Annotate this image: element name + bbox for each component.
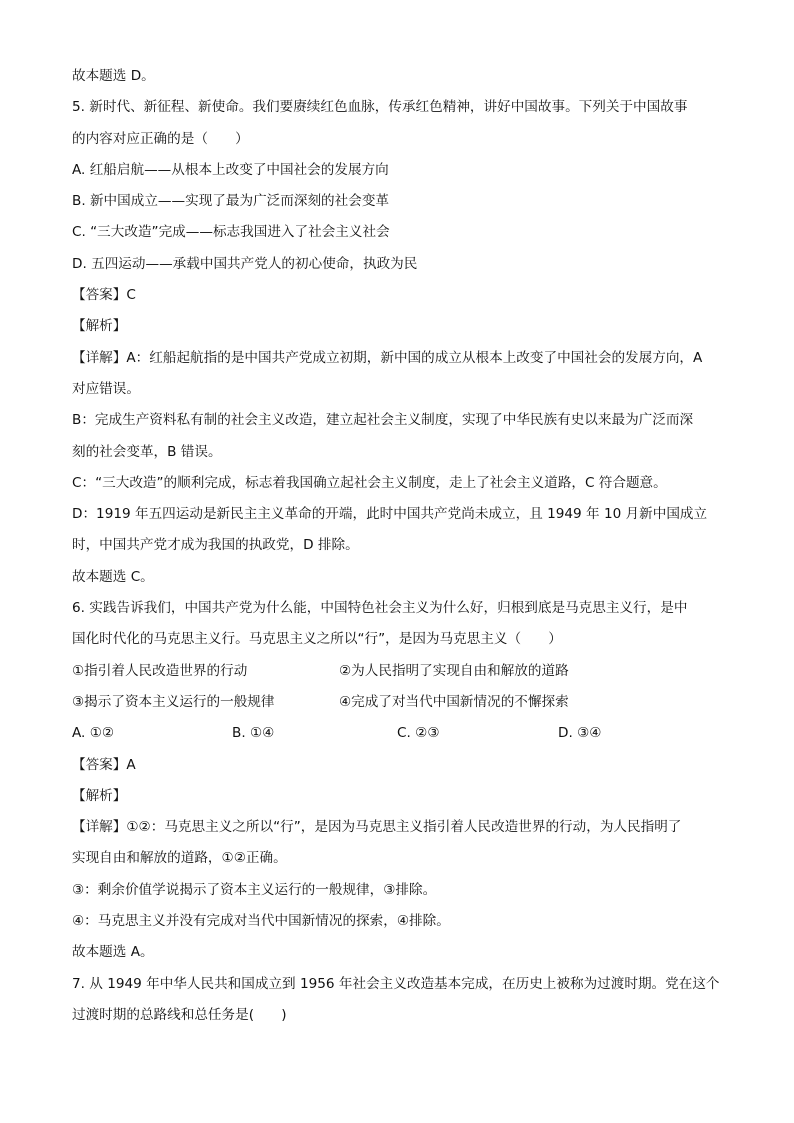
q5-explanation-line: B：完成生产资料私有制的社会主义改造，建立起社会主义制度，实现了中华民族有史以来最为广泛而深	[72, 412, 694, 429]
q5-explanation-line: C：“三大改造”的顺利完成，标志着我国确立起社会主义制度，走上了社会主义道路，C 符合题意。	[72, 474, 667, 491]
q5-explanation-line: 刻的社会变革，B 错误。	[72, 443, 222, 460]
q6-option-c: C. ②③	[397, 725, 440, 742]
q6-explanation-line: ④：马克思主义并没有完成对当代中国新情况的探索，④排除。	[72, 913, 450, 930]
q6-statements-row-1	[72, 656, 732, 687]
q5-stem-2: 的内容对应正确的是（ ）	[72, 130, 249, 147]
q6-analysis-label: 【解析】	[72, 787, 127, 804]
q7-stem-1: 7. 从 1949 年中华人民共和国成立到 1956 年社会主义改造基本完成，在历史上被称为过渡时期。党在这个	[72, 975, 720, 992]
q6-option-d: D. ③④	[558, 725, 602, 742]
q6-option-a: A. ①②	[72, 725, 115, 742]
q5-explanation-line: 【详解】A：红船起航指的是中国共产党成立初期，新中国的成立从根本上改变了中国社会的发展方向，A	[72, 349, 703, 366]
q5-explanation-line: D：1919 年五四运动是新民主主义革命的开端，此时中国共产党尚未成立，且 1949 年 10 月新中国成立	[72, 506, 708, 523]
document-page	[72, 61, 732, 1031]
q5-option-d: D. 五四运动——承载中国共产党人的初心使命，执政为民	[72, 255, 418, 272]
conclusion-q4: 故本题选 D。	[72, 68, 155, 84]
q6-option-b: B. ①④	[232, 725, 275, 742]
q6-statement-4: ④完成了对当代中国新情况的不懈探索	[339, 693, 569, 710]
q7-stem-2: 过渡时期的总路线和总任务是( )	[72, 1006, 287, 1023]
q5-explanation-line: 时，中国共产党才成为我国的执政党，D 排除。	[72, 537, 359, 554]
q5-option-b: B. 新中国成立——实现了最为广泛而深刻的社会变革	[72, 193, 390, 210]
q6-explanation-line: 实现自由和解放的道路，①②正确。	[72, 850, 287, 867]
q6-statement-2: ②为人民指明了实现自由和解放的道路	[339, 662, 569, 679]
q6-stem-2: 国化时代化的马克思主义行。马克思主义之所以“行”，是因为马克思主义（ ）	[72, 631, 562, 648]
q6-answer: 【答案】A	[72, 756, 136, 773]
q6-explanation-line: 【详解】①②：马克思主义之所以“行”，是因为马克思主义指引着人民改造世界的行动，为人民指明了	[72, 819, 682, 836]
q5-answer: 【答案】C	[72, 287, 136, 304]
q6-explanation-line: ③：剩余价值学说揭示了资本主义运行的一般规律，③排除。	[72, 881, 437, 898]
q5-option-c: C. “三大改造”完成——标志我国进入了社会主义社会	[72, 224, 390, 241]
q5-option-a: A. 红船启航——从根本上改变了中国社会的发展方向	[72, 161, 389, 178]
q5-conclusion: 故本题选 C。	[72, 568, 154, 585]
q6-conclusion: 故本题选 A。	[72, 944, 154, 961]
q5-explanation-line: 对应错误。	[72, 380, 140, 397]
q6-statements-row-2	[72, 687, 732, 718]
q6-options-row	[72, 718, 732, 749]
q6-stem-1: 6. 实践告诉我们，中国共产党为什么能，中国特色社会主义为什么好，归根到底是马克思主义行，是中	[72, 600, 688, 617]
q6-statement-3: ③揭示了资本主义运行的一般规律	[72, 693, 275, 710]
q5-stem-1: 5. 新时代、新征程、新使命。我们要赓续红色血脉，传承红色精神，讲好中国故事。下列关于中国故事	[72, 99, 688, 116]
q6-statement-1: ①指引着人民改造世界的行动	[72, 662, 248, 679]
q5-analysis-label: 【解析】	[72, 318, 127, 335]
